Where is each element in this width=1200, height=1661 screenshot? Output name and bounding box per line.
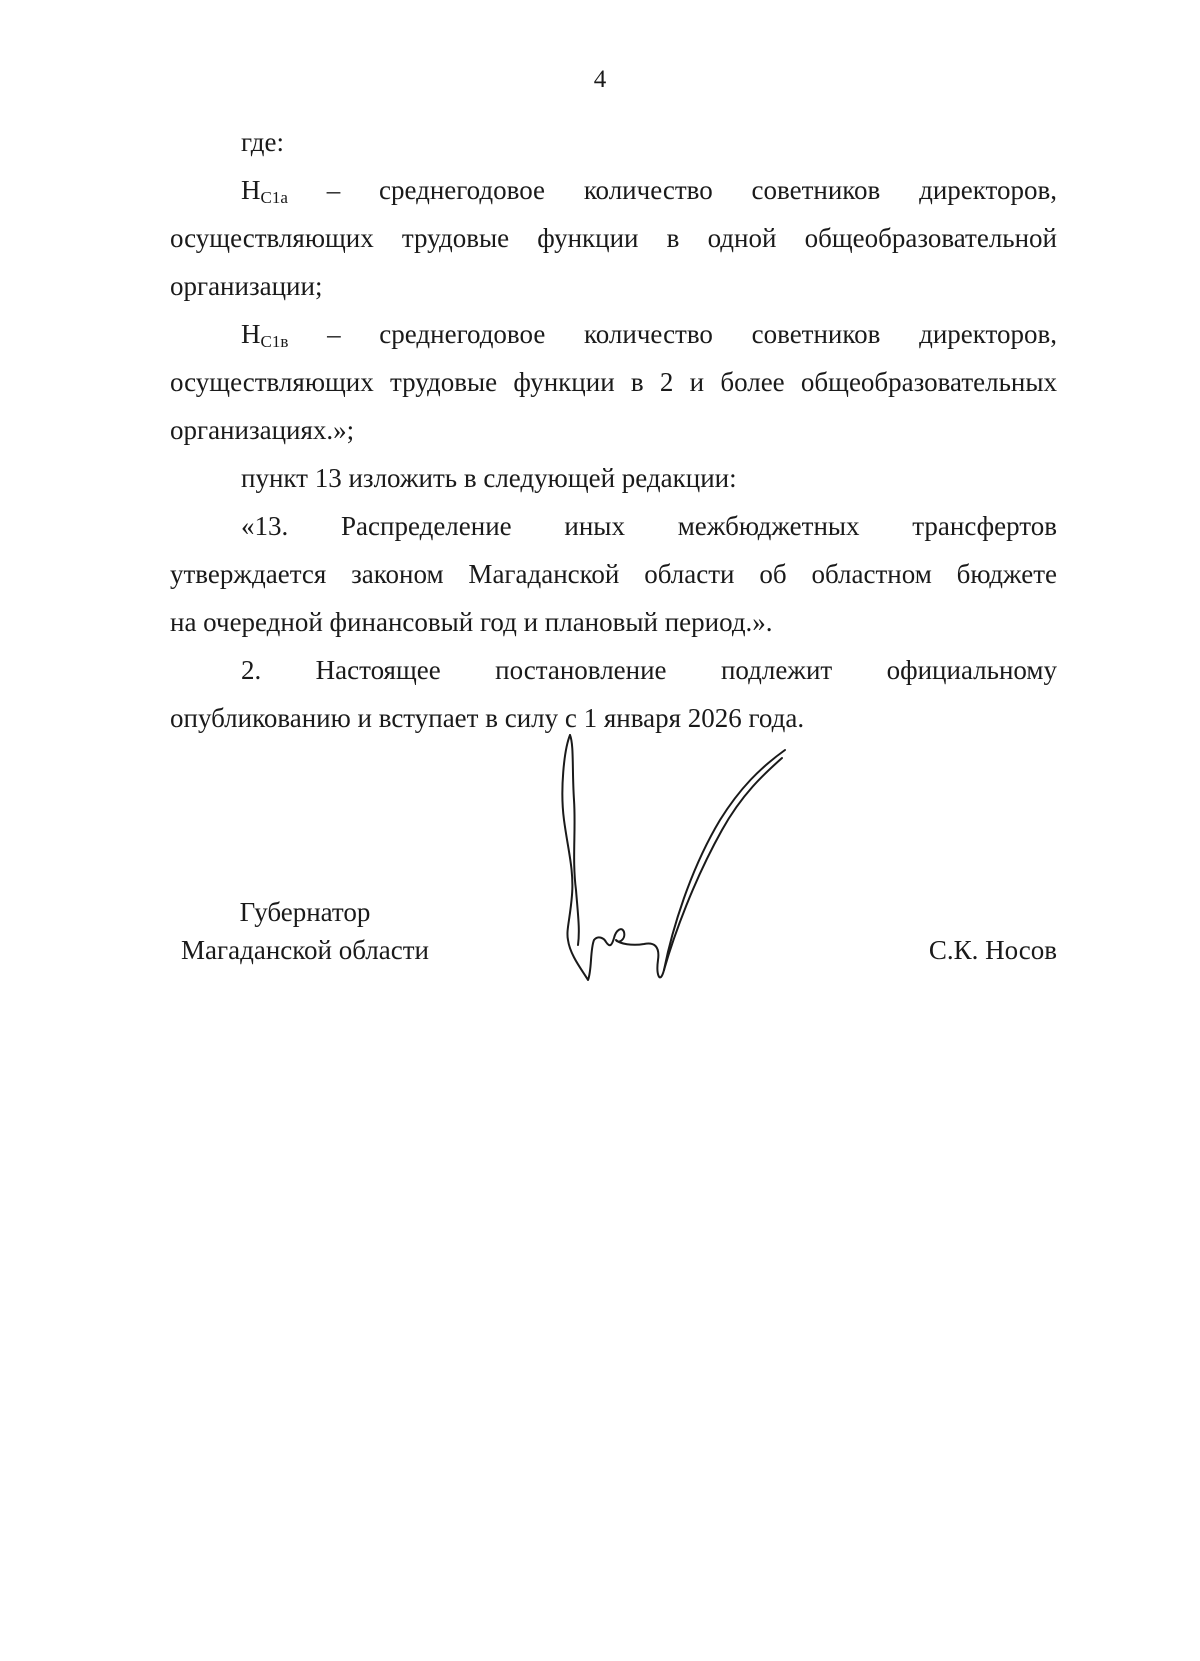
definition-word: количество <box>583 175 713 205</box>
definition-dash: – <box>327 319 341 349</box>
definition-word: количество <box>584 319 713 349</box>
clause-line: на очередной финансовый год и плановый период.». <box>170 607 773 637</box>
clause-13 <box>170 502 1057 646</box>
clause-intro: пункт 13 изложить в следующей редакции: <box>241 463 737 493</box>
where-label: где: <box>241 127 284 157</box>
handwritten-signature <box>560 730 830 1010</box>
clause-line: «13. Распределение иных межбюджетных трансфертов <box>241 511 1057 541</box>
definition-line: осуществляющих трудовые функции в одной общеобразовательной <box>170 223 1057 253</box>
definition-word: советников <box>751 319 881 349</box>
page-number: 4 <box>593 66 607 93</box>
document-body <box>170 118 1057 742</box>
signatory-title: Губернатор Магаданской области <box>181 897 429 965</box>
definition-line: организациях.»; <box>170 415 355 445</box>
definition-word: директоров, <box>919 175 1057 205</box>
definition-hc1v <box>170 310 1057 454</box>
definition-line: организации; <box>170 271 323 301</box>
clause-2 <box>170 646 1057 742</box>
definition-word: советников <box>751 175 881 205</box>
definition-hc1a <box>170 166 1057 310</box>
definition-symbol: $Н_{С1в}$ <box>241 319 289 351</box>
clause-line: утверждается законом Магаданской области об областном бюджете <box>170 559 1057 589</box>
definition-word: среднегодовое <box>378 175 546 205</box>
definition-dash: – <box>326 175 341 205</box>
clause-line: опубликованию и вступает в силу с 1 января 2026 года. <box>170 703 805 733</box>
definition-word: среднегодовое <box>379 319 546 349</box>
definition-word: директоров, <box>919 319 1057 349</box>
signatory-name: С.К. Носов <box>928 935 1057 965</box>
definition-symbol: $Н_{С1а}$ <box>241 175 288 207</box>
definition-line: осуществляющих трудовые функции в 2 и более общеобразовательных <box>170 367 1057 397</box>
clause-line: 2. Настоящее постановление подлежит официальному <box>241 655 1057 685</box>
